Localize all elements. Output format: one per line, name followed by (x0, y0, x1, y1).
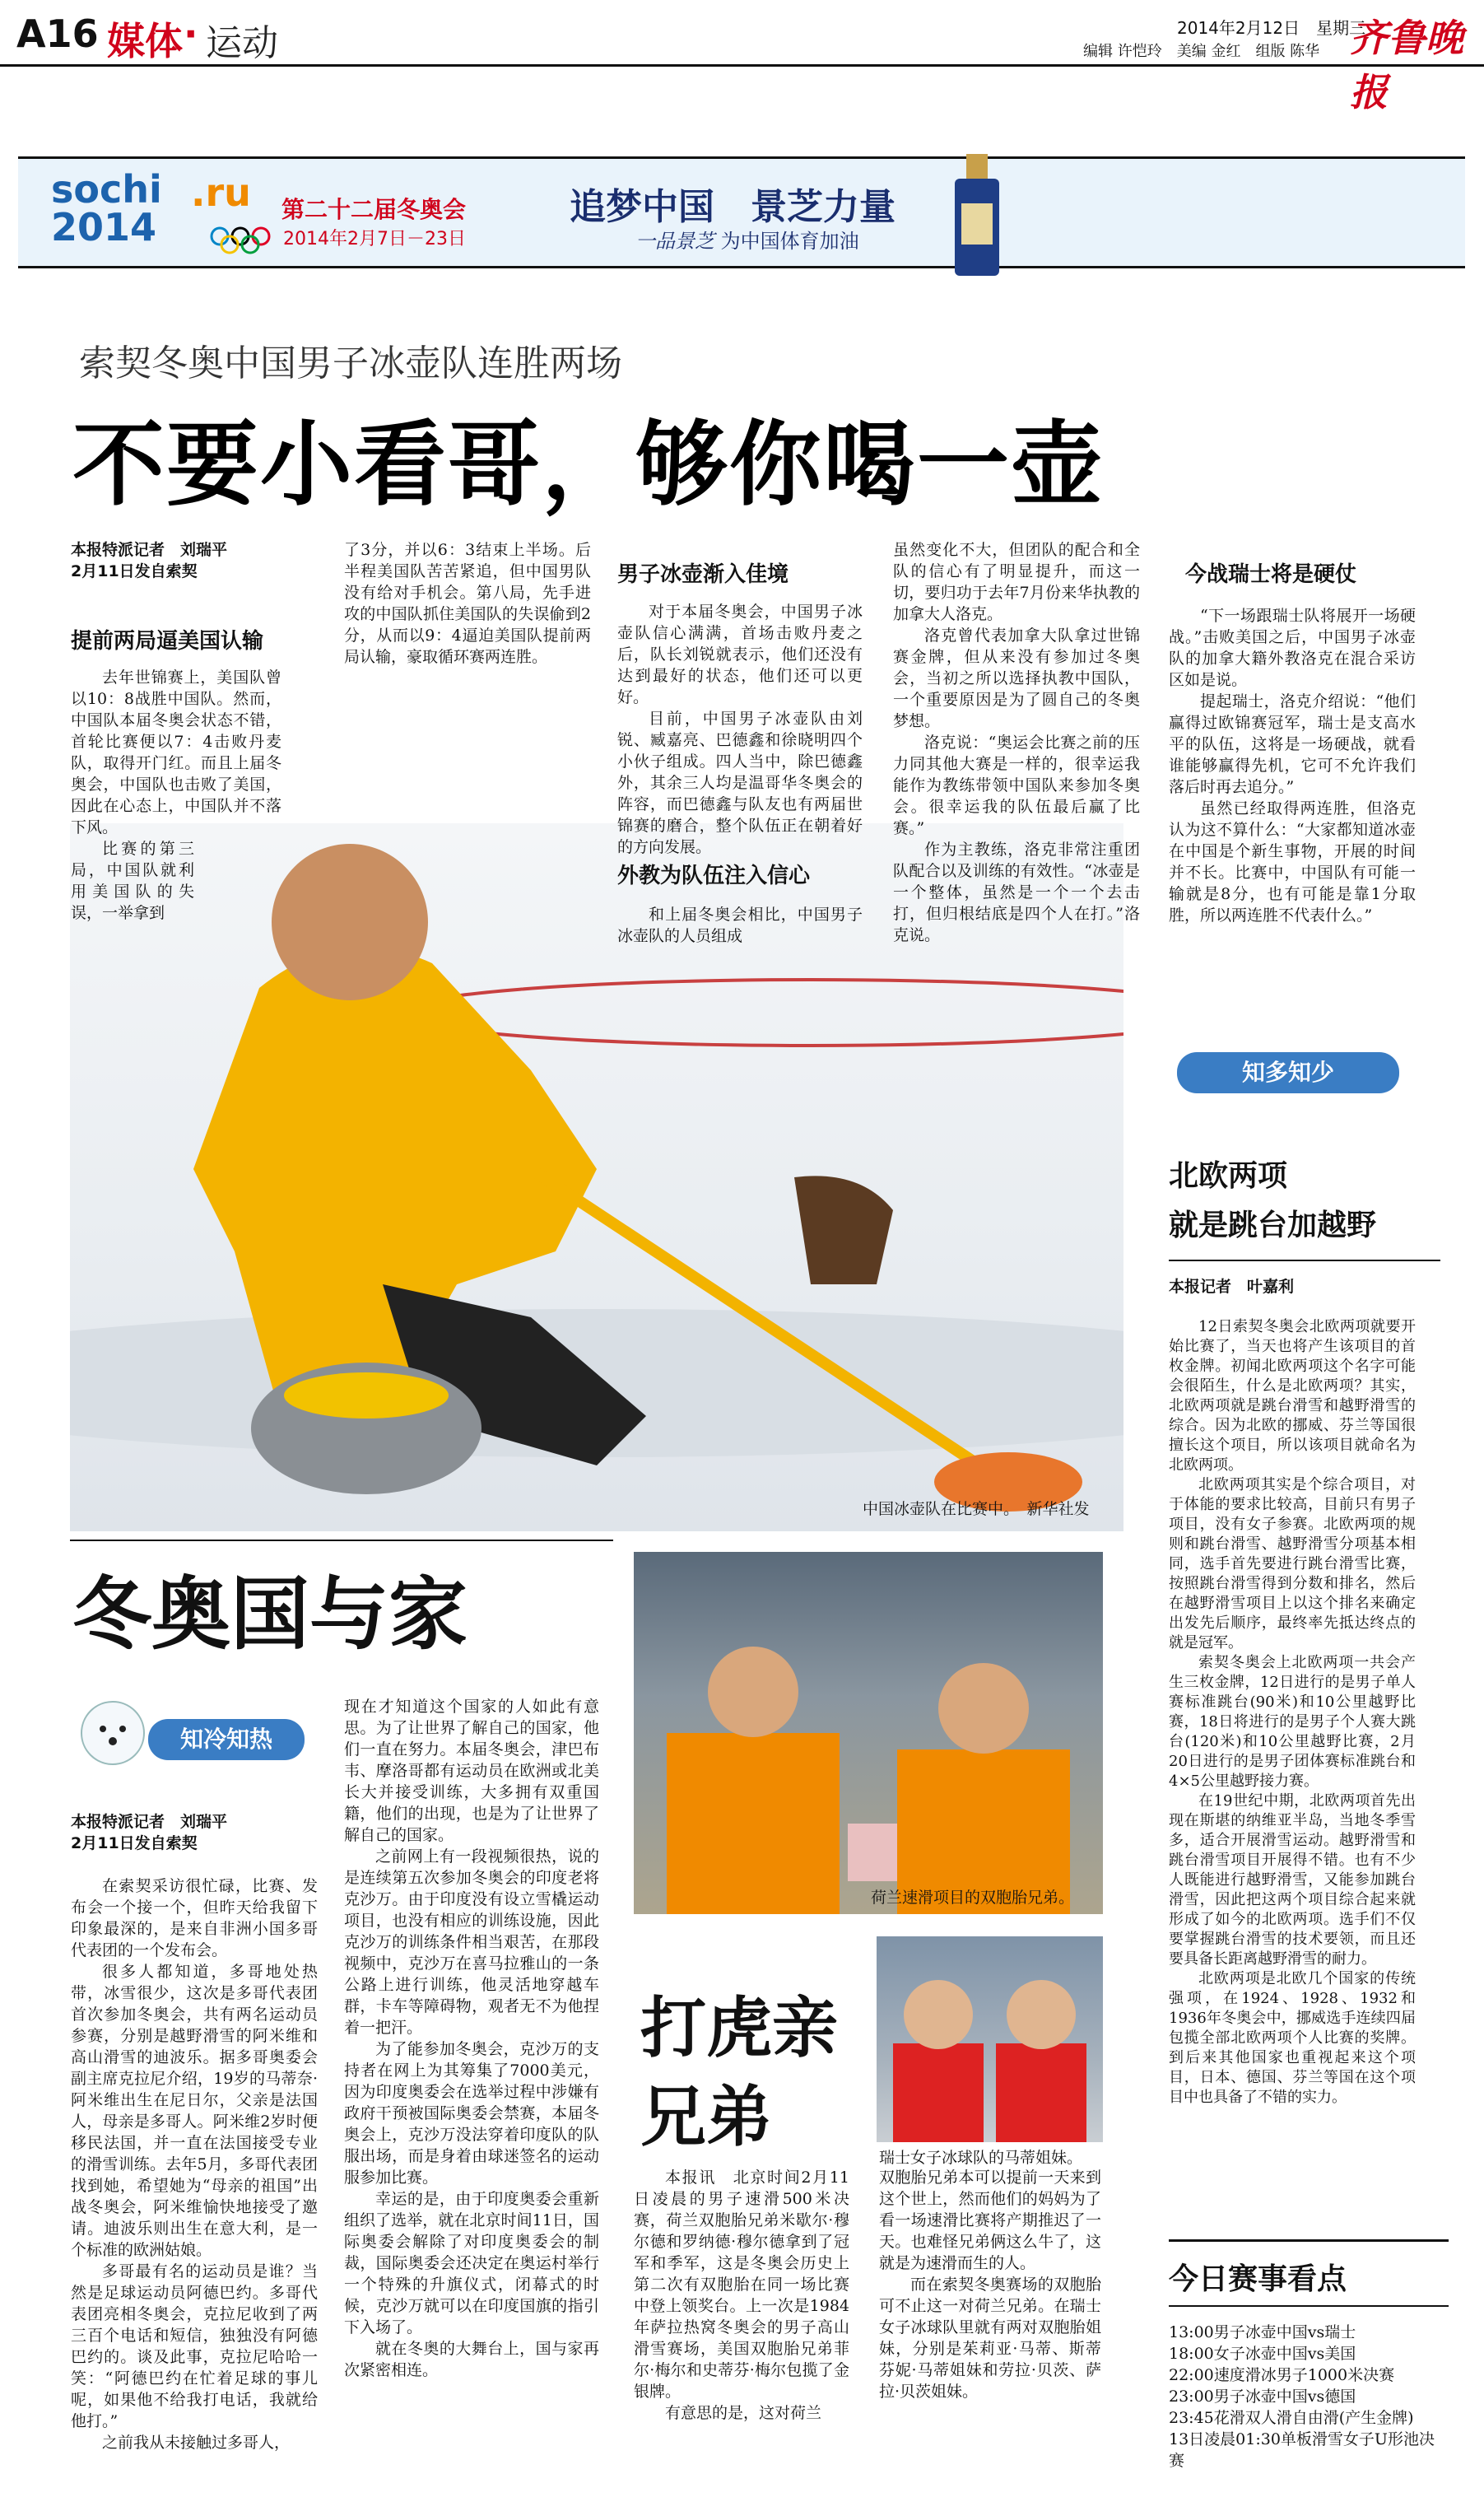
paragraph: 多哥最有名的运动员是谁？当然是足球运动员阿德巴约。多哥代表团亮相冬奥会，克拉尼收到了两三百个电话和短信，独独没有阿德巴约的。谈及此事，克拉尼哈哈一笑：“阿德巴约在忙着足球的事儿呢，如果他不给我打电话，我就给他打。” (71, 2262, 318, 2430)
page-header (0, 0, 1484, 114)
tiger-title: 打虎亲兄弟 (640, 1990, 838, 2155)
paragraph: 本报讯 北京时间2月11日凌晨的男子速滑500米决赛，荷兰双胞胎兄弟米歇尔·穆尔德和罗纳德·穆尔德拿到了冠军和季军，这是冬奥会历史上第二次有双胞胎在同一场比赛中登上领奖台。上一次是1984年萨拉热窝冬奥会的男子高山滑雪赛场，美国双胞胎兄弟菲尔·梅尔和史蒂芬·梅尔包揽了金银牌。 (634, 2169, 849, 2401)
homeland-tag: 知冷知热 (148, 1719, 305, 1760)
paragraph: 在索契采访很忙碌，比赛、发布会一个接一个，但昨天给我留下印象最深的，是来自非洲小国多哥代表团的一个发布会。 (71, 1877, 318, 1959)
paragraph: 提起瑞士，洛克介绍说：“他们赢得过欧锦赛冠军，瑞士是支高水平的队伍，这将是一场硬战，就看谁能够赢得先机，它可不允许我们落后时再去追分。” (1169, 692, 1416, 796)
divider (1169, 2239, 1449, 2242)
paragraph: 去年世锦赛上，美国队曾以10：8战胜中国队。然而，中国队本届冬奥会状态不错，首轮比赛便以7：4击败丹麦队，取得开门红。而且上届冬奥会，中国队也击败了美国，因此在心态上，中国队并不落下风。 (71, 669, 281, 836)
page-number: A16 (16, 12, 99, 56)
subhead-4: 今战瑞士将是硬仗 (1185, 562, 1357, 587)
section-name: 媒体 (107, 19, 183, 63)
swiss-caption: 瑞士女子冰球队的马蒂姐妹。 (879, 2149, 1083, 2167)
paragraph: 之前我从未接触过多哥人， (102, 2434, 291, 2452)
paragraph: 幸运的是，由于印度奥委会重新组织了选举，就在北京时间11日，国际奥委会解除了对印度奥委会的制裁，国际奥委会还决定在奥运村举行一个特殊的升旗仪式，闭幕式的时候，克沙万就可以在印度国旗的指引下入场了。 (344, 2190, 599, 2336)
curling-caption: 中国冰壶队在比赛中。 新华社发 (863, 1500, 1090, 1518)
main-column-2 (344, 539, 591, 668)
today-title: 今日赛事看点 (1169, 2262, 1347, 2296)
main-column-5 (1169, 605, 1416, 926)
nordic-article (1169, 1317, 1416, 2108)
subhead-2: 男子冰壶渐入佳境 (617, 562, 789, 587)
liquor-bottle-icon (940, 154, 1014, 277)
sponsor-script: 一品景芝 (635, 230, 714, 253)
section-sub: 运动 (206, 22, 278, 64)
today-schedule (1169, 2322, 1449, 2471)
games-name: 第二十二届冬奥会 (281, 196, 467, 223)
main-column-4 (893, 539, 1140, 946)
main-column-3b (617, 904, 863, 947)
paragraph: 虽然已经取得两连胜，但洛克认为这不算什么：“大家都知道冰壶在中国是个新生事物，开展的时间并不长。比赛中，中国队有可能一输就是8分，也有可能是靠1分取胜，所以两连胜不代表什么。” (1169, 799, 1416, 925)
main-column-3 (617, 601, 863, 858)
schedule-item: 13日凌晨01:30单板滑雪女子U形池决赛 (1169, 2430, 1435, 2470)
paragraph: 为了能参加冬奥会，克沙万的支持者在网上为其筹集了7000美元，因为印度奥委会在选举过程中涉嫌有政府干预被国际奥委会禁赛，本届冬奥会上，克沙万没法穿着印度队的队服出场，而是身着由球迷签名的运动服参加比赛。 (344, 2040, 599, 2187)
homeland-byline (71, 1811, 227, 1854)
section-dot: · (184, 12, 198, 56)
tiger-column-1 (634, 2167, 849, 2424)
olympic-rings-icon (207, 225, 281, 258)
paragraph: 北欧两项是北欧几个国家的传统强项，在1924、1928、1932和1936年冬奥会中，挪威选手连续四届包揽全部北欧两项个人比赛的奖牌。到后来其他国家也重视起来这个项目，日本、德国、芬兰等国在这个项目中也具备了不错的实力。 (1169, 1970, 1416, 2106)
swiss-sisters-photo (877, 1936, 1103, 2142)
nordic-title-line2: 就是跳台加越野 (1169, 1209, 1377, 1242)
homeland-title: 冬奥国与家 (72, 1568, 468, 1661)
byline-place: 2月11日发自索契 (71, 562, 198, 580)
sochi-year: 2014 (51, 205, 157, 249)
paragraph: 而在索契冬奥赛场的双胞胎可不止这一对荷兰兄弟。在瑞士女子冰球队里就有两对双胞胎姐妹，分别是茱莉亚·马蒂、斯蒂芬妮·马蒂姐妹和劳拉·贝茨、萨拉·贝茨姐妹。 (879, 2276, 1101, 2401)
main-byline (71, 539, 293, 582)
nordic-tag: 知多知少 (1177, 1052, 1399, 1093)
paragraph: 虽然变化不大，但团队的配合和全队的信心有了明显提升，而这一切，要归功于去年7月份来华执教的加拿大人洛克。 (893, 541, 1140, 623)
divider (70, 1540, 613, 1541)
schedule-item: 22:00速度滑冰男子1000米决赛 (1169, 2366, 1395, 2384)
olympic-banner (18, 156, 1465, 268)
sochi-text: sochi (51, 167, 162, 212)
editor-credits: 编辑 许恺玲 美编 金红 组版 陈华 (1083, 43, 1320, 60)
paragraph: 和上届冬奥会相比，中国男子冰壶队的人员组成 (617, 906, 863, 945)
paragraph: 12日索契冬奥会北欧两项就要开始比赛了，当天也将产生该项目的首枚金牌。初闻北欧两项这个名字可能会很陌生，什么是北欧两项？其实，北欧两项就是跳台滑雪和越野滑雪的综合。因为北欧的挪威、芬兰等国很擅长这个项目，所以该项目就命名为北欧两项。 (1169, 1318, 1416, 1474)
paragraph: 洛克说：“奥运会比赛之前的压力同其他大赛是一样的，很幸运我能作为教练带领中国队来参加冬奥会。很幸运我的队伍最后赢了比赛。” (893, 734, 1140, 837)
nordic-title-line1: 北欧两项 (1169, 1159, 1288, 1193)
schedule-item: 13:00男子冰壶中国vs瑞士 (1169, 2323, 1356, 2341)
paragraph: 比赛的第三局，中国队就利用美国队的失误，一举拿到 (71, 840, 194, 922)
nordic-byline: 本报记者 叶嘉利 (1169, 1278, 1295, 1296)
games-dates: 2014年2月7日－23日 (283, 229, 466, 249)
sponsor-sub-text: 为中国体育加油 (720, 230, 859, 253)
paragraph: 北欧两项其实是个综合项目，对于体能的要求比较高，目前只有男子项目，没有女子参赛。北欧两项的规则和跳台滑雪、越野滑雪分项基本相同，选手首先要进行跳台滑雪比赛，按照跳台滑雪得到分数和排名，然后在越野滑雪项目上以这个排名来确定出发先后顺序，最终率先抵达终点的就是冠军。 (1169, 1476, 1416, 1651)
paragraph: 有意思的是，这对荷兰 (665, 2404, 822, 2422)
divider (1169, 2305, 1449, 2307)
twins-illustration (634, 1552, 1103, 1914)
schedule-item: 18:00女子冰壶中国vs美国 (1169, 2345, 1356, 2363)
sisters-illustration (877, 1936, 1103, 2142)
paragraph: 作为主教练，洛克非常注重团队配合以及训练的有效性。“冰壶是一个整体，虽然是一个一个去击打，但归根结底是四个人在打。”洛克说。 (893, 841, 1140, 944)
story-kicker: 索契冬奥中国男子冰壶队连胜两场 (79, 342, 622, 384)
sponsor-slogan: 追梦中国 景芝力量 (570, 186, 896, 228)
issue-date: 2014年2月12日 星期三 (1177, 18, 1366, 38)
paragraph: 索契冬奥会上北欧两项一共会产生三枚金牌，12日进行的是男子单人赛标准跳台(90米)和10公里越野比赛，18日将进行的是男子个人赛大跳台(120米)和10公里越野比赛，2月20日进行的是男子团体赛标准跳台和4×5公里越野接力赛。 (1169, 1654, 1416, 1790)
paragraph: 之前网上有一段视频很热，说的是连续第五次参加冬奥会的印度老将克沙万。由于印度没有设立雪橇运动项目，也没有相应的训练设施，因此克沙万的训练条件相当艰苦，在那段视频中，克沙万在喜马拉雅山的一条公路上进行训练，他灵活地穿越车群，卡车等障碍物，观者无不为他捏着一把汗。 (344, 1847, 599, 2037)
byline-reporter: 本报特派记者 刘瑞平 (71, 1813, 228, 1831)
subhead-3: 外教为队伍注入信心 (617, 864, 811, 888)
byline-place: 2月11日发自索契 (71, 1834, 198, 1852)
divider (1169, 1260, 1440, 1261)
paragraph: 现在才知道这个国家的人如此有意思。为了让世界了解自己的国家，他们一直在努力。本届冬奥会，津巴布韦、摩洛哥都有运动员在欧洲或北美长大并接受训练，大多拥有双重国籍，他们的出现，也是为了让世界了解自己的国家。 (344, 1698, 599, 1844)
sponsor-sub (635, 225, 859, 254)
paragraph: 目前，中国男子冰壶队由刘锐、臧嘉亮、巴德鑫和徐晓明四个小伙子组成。四人当中，除巴德鑫外，其余三人均是温哥华冬奥会的阵容，而巴德鑫与队友也有两届世锦赛的磨合，整个队伍正在朝着好的方向发展。 (617, 710, 863, 856)
byline-reporter: 本报特派记者 刘瑞平 (71, 541, 228, 559)
story-headline: 不要小看哥，够你喝一壶 (72, 412, 1105, 519)
paragraph: 在19世纪中期，北欧两项首先出现在斯堪的纳维亚半岛，当地冬季雪多，适合开展滑雪运动。越野滑雪和跳台滑雪项目开展得不错。也有不少人既能进行越野滑雪，又能参加跳台滑雪，因此把这两个项目综合起来就形成了如今的北欧两项。选手们不仅要掌握跳台滑雪的技术要领，而且还要具备长距离越野滑雪的耐力。 (1169, 1792, 1416, 1968)
subhead-1: 提前两局逼美国认输 (71, 629, 264, 654)
sochi-ru: .ru (191, 170, 251, 215)
schedule-item: 23:45花滑双人滑自由滑(产生金牌) (1169, 2409, 1414, 2427)
paragraph: 就在冬奥的大舞台上，国与家再次紧密相连。 (344, 2340, 599, 2379)
main-column-1 (71, 667, 281, 924)
paragraph: 了3分，并以6：3结束上半场。后半程美国队苦苦紧追，但中国男队没有给对手机会。第八局，先手进攻的中国队抓住美国队的失误偷到2分，从而以9：4逼迫美国队提前两局认输，豪取循环赛两连胜。 (344, 541, 591, 666)
paragraph: 对于本届冬奥会，中国男子冰壶队信心满满，首场击败丹麦之后，队长刘锐就表示，他们还没有达到最好的状态，他们还可以更好。 (617, 603, 863, 706)
paragraph: 很多人都知道，多哥地处热带，冰雪很少，这次是多哥代表团首次参加冬奥会，共有两名运动员参赛，分别是越野滑雪的阿米维和高山滑雪的迪波乐。据多哥奥委会副主席克拉尼介绍，19岁的马蒂奈·阿米维出生在尼日尔，父亲是法国人，母亲是多哥人。阿米维2岁时便移民法国，并一直在法国接受专业的滑雪训练。去年5月，多哥代表团找到她，希望她为“母亲的祖国”出战冬奥会，阿米维愉快地接受了邀请。迪波乐则出生在意大利，是一个标准的欧洲姑娘。 (71, 1963, 318, 2259)
paragraph: 双胞胎兄弟本可以提前一天来到这个世上，然而他们的妈妈为了看一场速滑比赛将产期推迟了一天。也难怪兄弟俩这么牛了，这就是为速滑而生的人。 (879, 2169, 1101, 2272)
tiger-column-2 (879, 2167, 1101, 2402)
newspaper-logo: 齐鲁晚报 (1350, 16, 1463, 114)
paragraph: 洛克曾代表加拿大队拿过世锦赛金牌，但从来没有参加过冬奥会，当初之所以选择执教中国队，一个重要原因是为了圆自己的冬奥梦想。 (893, 627, 1140, 730)
paragraph: “下一场跟瑞士队将展开一场硬战。”击败美国之后，中国男子冰壶队的加拿大籍外教洛克在混合采访区如是说。 (1169, 607, 1416, 689)
dutch-caption: 荷兰速滑项目的双胞胎兄弟。 (871, 1889, 1075, 1907)
schedule-item: 23:00男子冰壶中国vs德国 (1169, 2388, 1356, 2406)
polar-bear-icon (76, 1696, 150, 1770)
dutch-twins-photo (634, 1552, 1103, 1914)
homeland-column-1 (71, 1875, 318, 2453)
header-rule (0, 64, 1484, 67)
homeland-column-2 (344, 1696, 599, 2381)
